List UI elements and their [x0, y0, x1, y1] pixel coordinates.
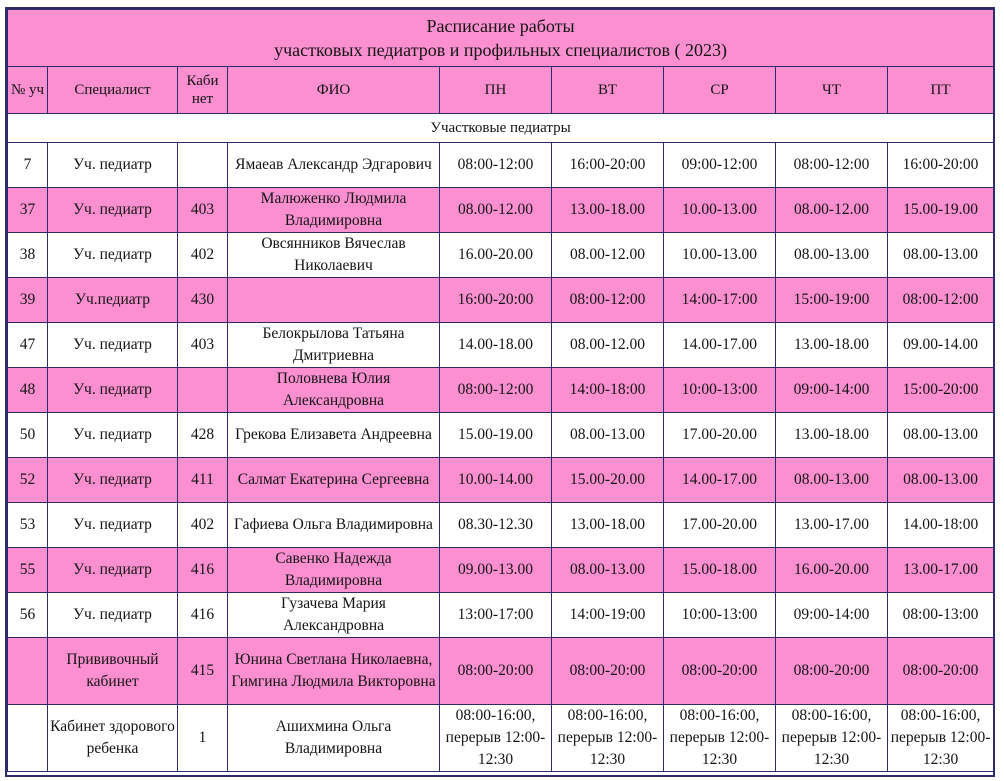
cell-wed: 08:00-20:00	[664, 638, 776, 705]
schedule-sheet	[5, 7, 995, 777]
cell-num: 38	[8, 233, 48, 278]
cell-tue: 15.00-20.00	[552, 458, 664, 503]
cell-fri: 08:00-20:00	[888, 638, 994, 705]
cell-fio: Савенко Надежда Владимировна	[228, 548, 440, 593]
table-row	[8, 458, 994, 503]
cell-thu: 08:00-20:00	[776, 638, 888, 705]
cell-fri: 13.00-17.00	[888, 548, 994, 593]
cell-tue: 13.00-18.00	[552, 188, 664, 233]
cell-fio: Юнина Светлана Николаевна, Гимгина Людмила Викторовна	[228, 638, 440, 705]
col-header-mon: ПН	[440, 67, 552, 114]
cell-specialist: Уч. педиатр	[48, 233, 178, 278]
table-title	[8, 10, 994, 67]
cell-wed: 14.00-17.00	[664, 323, 776, 368]
cell-num	[8, 705, 48, 772]
cell-specialist: Уч. педиатр	[48, 323, 178, 368]
cell-thu: 08.00-12.00	[776, 188, 888, 233]
table-row	[8, 705, 994, 772]
cell-mon: 10.00-14.00	[440, 458, 552, 503]
cell-num	[8, 638, 48, 705]
cell-mon: 16.00-20.00	[440, 233, 552, 278]
cell-fio: Гузачева Мария Александровна	[228, 593, 440, 638]
table-row	[8, 278, 994, 323]
cell-fri: 15:00-20:00	[888, 368, 994, 413]
cell-wed: 10.00-13.00	[664, 233, 776, 278]
cell-tue: 08:00-12:00	[552, 278, 664, 323]
cell-fri: 14.00-18:00	[888, 503, 994, 548]
cell-num: 37	[8, 188, 48, 233]
section-row	[8, 114, 994, 143]
cell-wed: 15.00-18.00	[664, 548, 776, 593]
header-row	[8, 67, 994, 114]
cell-mon: 08:00-16:00, перерыв 12:00-12:30	[440, 705, 552, 772]
cell-specialist: Кабинет здорового ребенка	[48, 705, 178, 772]
cell-specialist: Уч. педиатр	[48, 413, 178, 458]
cell-num: 56	[8, 593, 48, 638]
cell-cabinet: 403	[178, 323, 228, 368]
cell-fio: Половнева Юлия Александровна	[228, 368, 440, 413]
cell-fri: 08:00-16:00, перерыв 12:00-12:30	[888, 705, 994, 772]
cell-fri: 08:00-12:00	[888, 278, 994, 323]
cell-fri: 08:00-13:00	[888, 593, 994, 638]
table-row	[8, 188, 994, 233]
cell-cabinet: 416	[178, 548, 228, 593]
cell-mon: 08:00-20:00	[440, 638, 552, 705]
col-header-wed: СР	[664, 67, 776, 114]
table-row	[8, 143, 994, 188]
cell-wed: 10:00-13:00	[664, 593, 776, 638]
cell-fio: Малюженко Людмила Владимировна	[228, 188, 440, 233]
table-row	[8, 368, 994, 413]
cell-wed: 10.00-13.00	[664, 188, 776, 233]
cell-fri: 16:00-20:00	[888, 143, 994, 188]
cell-fio: Ашихмина Ольга Владимировна	[228, 705, 440, 772]
col-header-specialist: Специалист	[48, 67, 178, 114]
cell-thu: 08.00-13.00	[776, 458, 888, 503]
cell-tue: 14:00-19:00	[552, 593, 664, 638]
cell-cabinet: 416	[178, 593, 228, 638]
cell-tue: 08:00-16:00, перерыв 12:00-12:30	[552, 705, 664, 772]
col-header-fri: ПТ	[888, 67, 994, 114]
cell-specialist: Уч. педиатр	[48, 143, 178, 188]
cell-mon: 13:00-17:00	[440, 593, 552, 638]
cell-specialist: Уч. педиатр	[48, 503, 178, 548]
cell-cabinet: 428	[178, 413, 228, 458]
cell-tue: 16:00-20:00	[552, 143, 664, 188]
cell-fio: Грекова Елизавета Андреевна	[228, 413, 440, 458]
table-row	[8, 593, 994, 638]
table-row	[8, 413, 994, 458]
table-row	[8, 638, 994, 705]
cell-num: 55	[8, 548, 48, 593]
cell-thu: 08.00-13.00	[776, 233, 888, 278]
col-header-thu: ЧТ	[776, 67, 888, 114]
cell-fri: 08.00-13.00	[888, 458, 994, 503]
cell-wed: 17.00-20.00	[664, 503, 776, 548]
cell-fri: 08.00-13.00	[888, 413, 994, 458]
cell-cabinet: 415	[178, 638, 228, 705]
cell-mon: 14.00-18.00	[440, 323, 552, 368]
cell-thu: 08:00-16:00, перерыв 12:00-12:30	[776, 705, 888, 772]
title-line-2: участковых педиатров и профильных специалистов ( 2023)	[274, 40, 727, 60]
cell-fio: Ямаеав Александр Эдгарович	[228, 143, 440, 188]
cell-thu: 16.00-20.00	[776, 548, 888, 593]
cell-tue: 08.00-12.00	[552, 233, 664, 278]
cell-num: 39	[8, 278, 48, 323]
cell-wed: 14.00-17.00	[664, 458, 776, 503]
table-row	[8, 503, 994, 548]
cell-cabinet: 411	[178, 458, 228, 503]
col-header-cabinet: Каби нет	[178, 67, 228, 114]
cell-specialist: Прививочный кабинет	[48, 638, 178, 705]
cell-cabinet: 430	[178, 278, 228, 323]
cell-thu: 13.00-17.00	[776, 503, 888, 548]
cell-num: 47	[8, 323, 48, 368]
cell-cabinet: 402	[178, 233, 228, 278]
cell-num: 52	[8, 458, 48, 503]
cell-cabinet	[178, 143, 228, 188]
cell-fri: 08.00-13.00	[888, 233, 994, 278]
cell-fio: Овсянников Вячеслав Николаевич	[228, 233, 440, 278]
cell-specialist: Уч. педиатр	[48, 548, 178, 593]
section-label: Участковые педиатры	[8, 114, 994, 143]
cell-specialist: Уч.педиатр	[48, 278, 178, 323]
cell-cabinet: 1	[178, 705, 228, 772]
cell-wed: 09:00-12:00	[664, 143, 776, 188]
cell-wed: 14:00-17:00	[664, 278, 776, 323]
schedule-table	[7, 9, 994, 772]
cell-thu: 13.00-18.00	[776, 323, 888, 368]
cell-fio	[228, 278, 440, 323]
cell-tue: 13.00-18.00	[552, 503, 664, 548]
cell-fio: Салмат Екатерина Сергеевна	[228, 458, 440, 503]
cell-wed: 17.00-20.00	[664, 413, 776, 458]
cell-specialist: Уч. педиатр	[48, 593, 178, 638]
cell-num: 7	[8, 143, 48, 188]
cell-tue: 14:00-18:00	[552, 368, 664, 413]
cell-num: 50	[8, 413, 48, 458]
cell-tue: 08.00-12.00	[552, 323, 664, 368]
cell-tue: 08.00-13.00	[552, 413, 664, 458]
title-line-1: Расписание работы	[426, 16, 575, 36]
cell-fri: 15.00-19.00	[888, 188, 994, 233]
cell-thu: 09:00-14:00	[776, 368, 888, 413]
cell-tue: 08.00-13.00	[552, 548, 664, 593]
cell-mon: 08:00-12:00	[440, 143, 552, 188]
cell-thu: 15:00-19:00	[776, 278, 888, 323]
col-header-fio: ФИО	[228, 67, 440, 114]
table-row	[8, 548, 994, 593]
cell-num: 53	[8, 503, 48, 548]
cell-wed: 10:00-13:00	[664, 368, 776, 413]
cell-mon: 15.00-19.00	[440, 413, 552, 458]
cell-mon: 09.00-13.00	[440, 548, 552, 593]
cell-fio: Белокрылова Татьяна Дмитриевна	[228, 323, 440, 368]
cell-cabinet: 403	[178, 188, 228, 233]
table-row	[8, 233, 994, 278]
cell-thu: 13.00-18.00	[776, 413, 888, 458]
cell-mon: 16:00-20:00	[440, 278, 552, 323]
cell-specialist: Уч. педиатр	[48, 368, 178, 413]
cell-mon: 08.30-12.30	[440, 503, 552, 548]
cell-specialist: Уч. педиатр	[48, 458, 178, 503]
col-header-tue: ВТ	[552, 67, 664, 114]
cell-wed: 08:00-16:00, перерыв 12:00-12:30	[664, 705, 776, 772]
cell-thu: 08:00-12:00	[776, 143, 888, 188]
cell-fri: 09.00-14.00	[888, 323, 994, 368]
cell-num: 48	[8, 368, 48, 413]
cell-mon: 08:00-12:00	[440, 368, 552, 413]
cell-tue: 08:00-20:00	[552, 638, 664, 705]
col-header-num: № уч	[8, 67, 48, 114]
cell-fio: Гафиева Ольга Владимировна	[228, 503, 440, 548]
cell-thu: 09:00-14:00	[776, 593, 888, 638]
cell-specialist: Уч. педиатр	[48, 188, 178, 233]
cell-cabinet	[178, 368, 228, 413]
table-row	[8, 323, 994, 368]
cell-mon: 08.00-12.00	[440, 188, 552, 233]
cell-cabinet: 402	[178, 503, 228, 548]
